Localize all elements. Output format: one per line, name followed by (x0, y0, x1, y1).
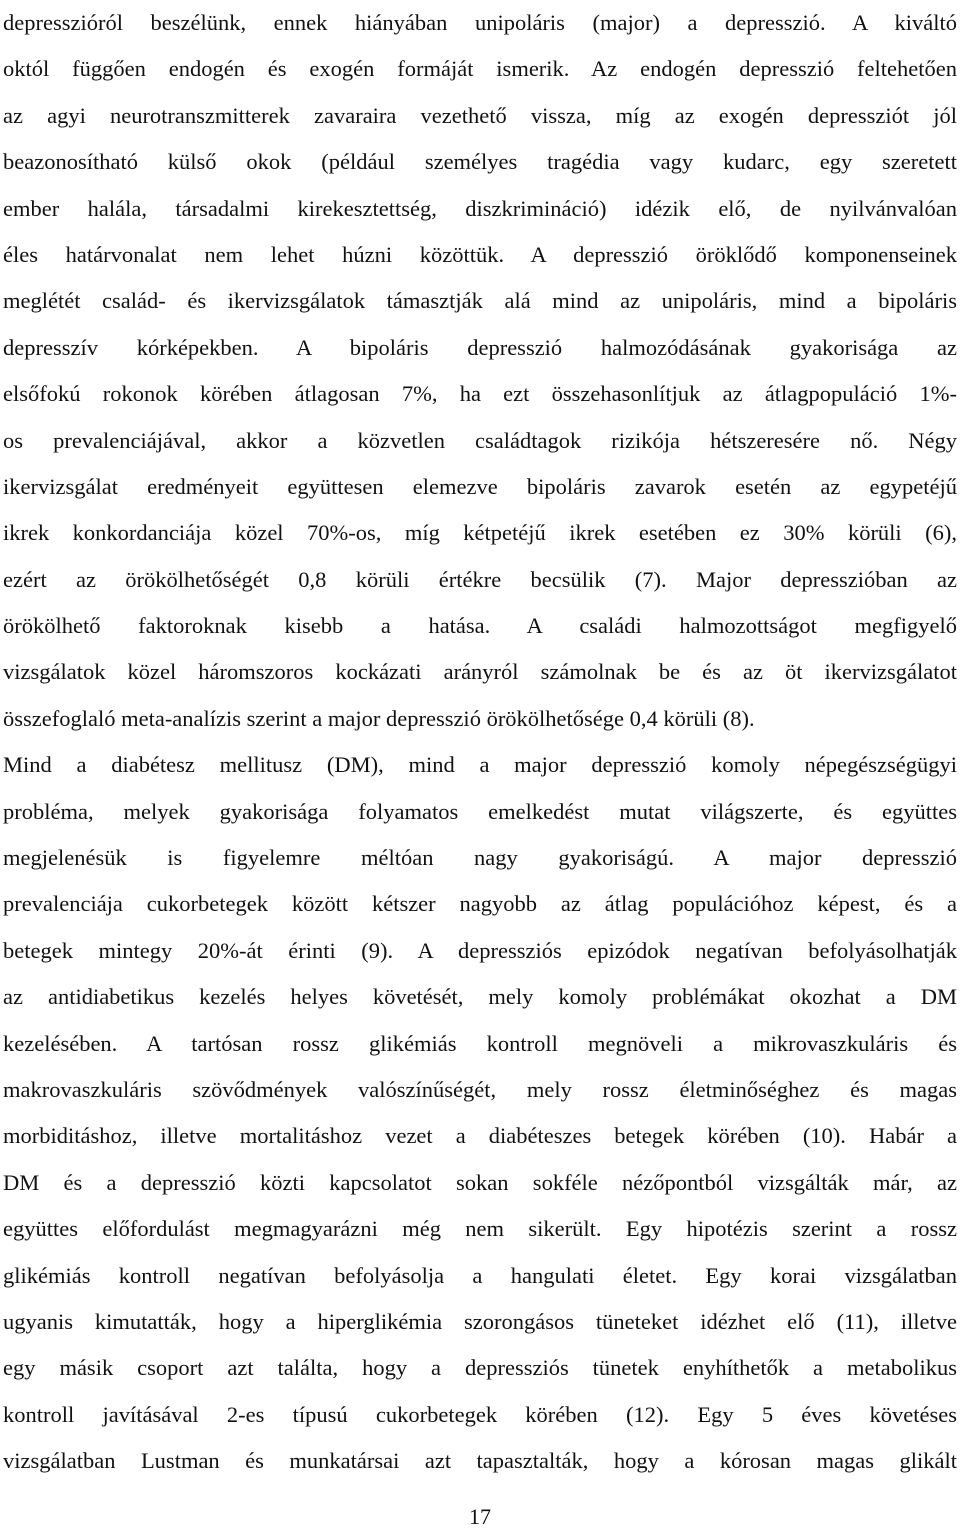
text-line: meglétét család- és ikervizsgálatok támasztják alá mind az unipoláris, mind a bipoláris (3, 288, 957, 314)
text-line: összefoglaló meta-analízis szerint a major depresszió örökölhetősége 0,4 körüli (8). (3, 705, 755, 731)
text-line: az agyi neurotranszmitterek zavaraira vezethető vissza, míg az exogén depressziót jól (3, 102, 957, 128)
text-line: probléma, melyek gyakorisága folyamatos emelkedést mutat világszerte, és együttes (3, 798, 957, 824)
text-line: az antidiabetikus kezelés helyes követését, mely komoly problémákat okozhat a DM (3, 984, 957, 1010)
text-line: depresszióról beszélünk, ennek hiányában unipoláris (major) a depresszió. A kiváltó (3, 10, 957, 35)
text-line: glikémiás kontroll negatívan befolyásolja a hangulati életet. Egy korai vizsgálatban (3, 1262, 957, 1288)
text-line: prevalenciája cukorbetegek között kétszer nagyobb az átlag populációhoz képest, és a (3, 891, 957, 917)
text-line: ember halála, társadalmi kirekesztettség, diszkrimináció) idézik elő, de nyilvánvalóan (3, 195, 957, 221)
text-line: kontroll javításával 2-es típusú cukorbetegek körében (12). Egy 5 éves követéses (3, 1401, 957, 1427)
text-line: depresszív kórképekben. A bipoláris depresszió halmozódásának gyakorisága az (3, 334, 957, 360)
text-line: kezelésében. A tartósan rossz glikémiás kontroll megnöveli a mikrovaszkuláris és (3, 1030, 957, 1056)
text-line: makrovaszkuláris szövődmények valószínűségét, mely rossz életminőséghez és magas (3, 1076, 957, 1102)
text-line: együttes előfordulást megmagyarázni még nem sikerült. Egy hipotézis szerint a rossz (3, 1216, 957, 1242)
text-line: elsőfokú rokonok körében átlagosan 7%, ha ezt összehasonlítjuk az átlagpopuláció 1%- (3, 381, 957, 407)
text-line: éles határvonalat nem lehet húzni közöttük. A depresszió öröklődő komponenseinek (3, 241, 957, 267)
text-line: beazonosítható külső okok (például személyes tragédia vagy kudarc, egy szeretett (3, 149, 957, 175)
text-line: ugyanis kimutatták, hogy a hiperglikémia szorongásos tüneteket idézhet elő (11), illetve (3, 1308, 957, 1334)
text-line: morbiditáshoz, illetve mortalitáshoz vezet a diabéteszes betegek körében (10). Habár a (3, 1123, 957, 1149)
body-text (3, 0, 957, 1485)
page-number: 17 (469, 1504, 491, 1529)
text-line: betegek mintegy 20%-át érinti (9). A depressziós epizódok negatívan befolyásolhatják (3, 937, 957, 963)
text-line: Mind a diabétesz mellitusz (DM), mind a major depresszió komoly népegészségügyi (3, 752, 957, 778)
text-line: örökölhető faktoroknak kisebb a hatása. A családi halmozottságot megfigyelő (3, 613, 957, 639)
text-line: os prevalenciájával, akkor a közvetlen családtagok rizikója hétszeresére nő. Négy (3, 427, 957, 453)
text-line: októl függően endogén és exogén formáját ismerik. Az endogén depresszió feltehetően (3, 56, 957, 82)
text-line: vizsgálatban Lustman és munkatársai azt tapasztalták, hogy a kórosan magas glikált (3, 1448, 957, 1474)
text-line: DM és a depresszió közti kapcsolatot sokan sokféle nézőpontból vizsgálták már, az (3, 1169, 957, 1195)
text-line: megjelenésük is figyelemre méltóan nagy gyakoriságú. A major depresszió (3, 845, 957, 871)
text-line: ikrek konkordanciája közel 70%-os, míg kétpetéjű ikrek esetében ez 30% körüli (6), (3, 520, 957, 546)
text-line: vizsgálatok közel háromszoros kockázati arányról számolnak be és az öt ikervizsgálatot (3, 659, 957, 685)
text-line: ikervizsgálat eredményeit együttesen elemezve bipoláris zavarok esetén az egypetéjű (3, 473, 957, 499)
text-line: egy másik csoport azt találta, hogy a depressziós tünetek enyhíthetők a metabolikus (3, 1355, 957, 1381)
text-line: ezért az örökölhetőségét 0,8 körüli értékre becsülik (7). Major depresszióban az (3, 566, 957, 592)
